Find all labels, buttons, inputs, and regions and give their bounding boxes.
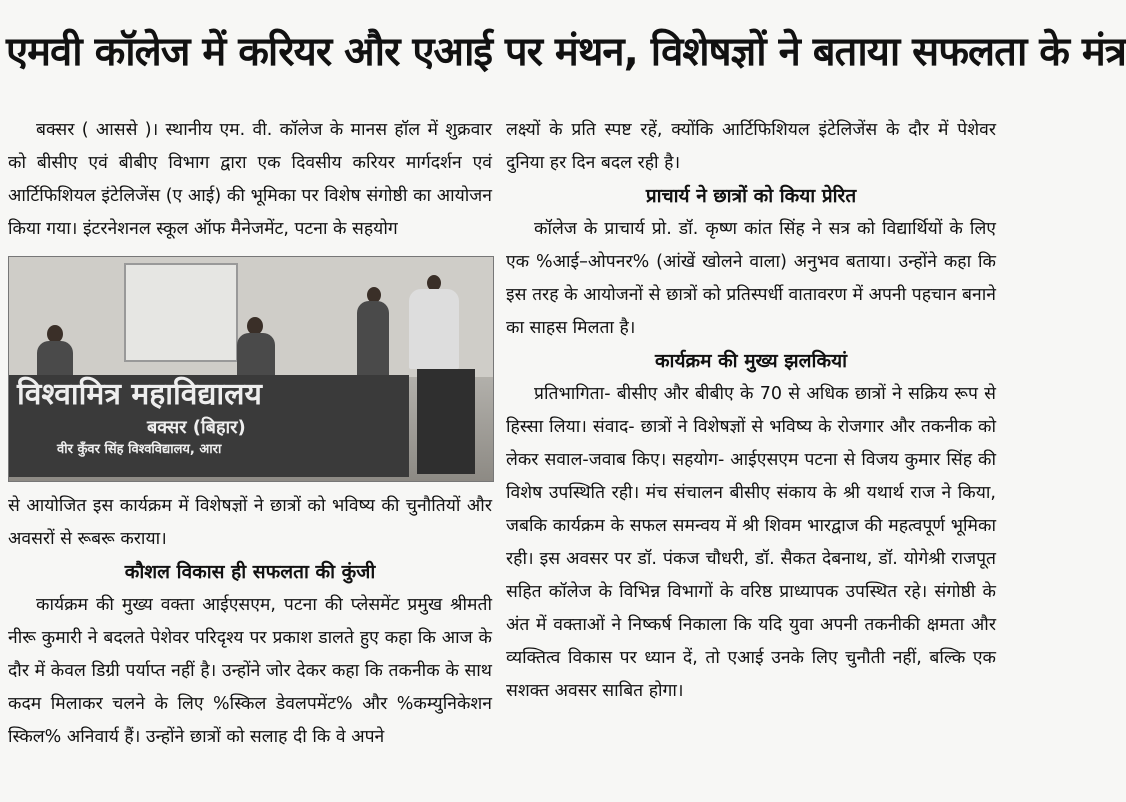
photo-banner: [9, 375, 409, 477]
paragraph: प्रतिभागिता- बीसीए और बीबीए के 70 से अधिक छात्रों ने सक्रिय रूप से हिस्सा लिया। संवाद- छात्रों ने विशेषज्ञों से भविष्य के रोजगार और तकनीक को लेकर सवाल-जवाब किए। सहयोग- आईएसएम पटना से विजय कुमार सिंह की विशेष उपस्थिति रही। मंच संचालन बीसीए संकाय के श्री यथार्थ राज ने किया, जबकि कार्यक्रम के सफल समन्वय में श्री शिवम भारद्वाज की महत्वपूर्ण भूमिका रही। इस अवसर पर डॉ. पंकज चौधरी, डॉ. सैकत देबनाथ, डॉ. योगेश्री राजपूत सहित कॉलेज के विभिन्न विभागों के वरिष्ठ प्राध्यापक उपस्थित रहे। संगोष्ठी के अंत में वक्ताओं ने निष्कर्ष निकाला कि यदि युवा अपनी तकनीकी क्षमता और व्यक्तित्व विकास पर ध्यान दें, तो एआई उनके लिए चुनौती नहीं, बल्कि एक सशक्त अवसर साबित होगा।: [506, 384, 996, 701]
photo-person: [357, 301, 389, 377]
event-photo: [8, 256, 494, 482]
right-column: [506, 114, 996, 708]
subheading: कौशल विकास ही सफलता की कुंजी: [124, 561, 376, 583]
banner-city: बक्सर (बिहार): [147, 417, 246, 438]
photo-projector-screen: [124, 263, 238, 362]
paragraph: कॉलेज के प्राचार्य प्रो. डॉ. कृष्ण कांत सिंह ने सत्र को विद्यार्थियों के लिए एक %आई–ओपनर% (आंखें खोलने वाला) अनुभव बताया। उन्होंने कहा कि इस तरह के आयोजनों से छात्रों को प्रतिस्पर्धी वातावरण में अपनी पहचान बनाने का साहस मिलता है।: [506, 219, 996, 338]
intro-paragraph: बक्सर ( आससे )। स्थानीय एम. वी. कॉलेज के मानस हॉल में शुक्रवार को बीसीए एवं बीबीए विभाग द्वारा एक दिवसीय करियर मार्गदर्शन एवं आर्टिफिशियल इंटेलिजेंस (ए आई) की भूमिका पर विशेष संगोष्ठी का आयोजन किया गया। इंटरनेशनल स्कूल ऑफ मैनेजमेंट, पटना के सहयोग: [8, 120, 492, 239]
banner-college-name: विश्वामित्र महाविद्यालय: [17, 377, 262, 412]
banner-university: वीर कुँवर सिंह विश्वविद्यालय, आरा: [57, 442, 222, 457]
left-column: [8, 114, 492, 754]
paragraph: लक्ष्यों के प्रति स्पष्ट रहें, क्योंकि आर्टिफिशियल इंटेलिजेंस के दौर में पेशेवर दुनिया हर दिन बदल रही है।: [506, 120, 996, 173]
subheading: कार्यक्रम की मुख्य झलकियां: [654, 350, 848, 372]
paragraph: से आयोजित इस कार्यक्रम में विशेषज्ञों ने छात्रों को भविष्य की चुनौतियों और अवसरों से रूबरू कराया।: [8, 496, 492, 549]
photo-person: [37, 341, 73, 377]
subheading: प्राचार्य ने छात्रों को किया प्रेरित: [645, 185, 857, 207]
headline: एमवी कॉलेज में करियर और एआई पर मंथन, विशेषज्ञों ने बताया सफलता के मंत्र: [6, 29, 1126, 75]
photo-person: [237, 333, 275, 377]
paragraph: कार्यक्रम की मुख्य वक्ता आईएसएम, पटना की प्लेसमेंट प्रमुख श्रीमती नीरू कुमारी ने बदलते पेशेवर परिदृश्य पर प्रकाश डालते हुए कहा कि आज के दौर में केवल डिग्री पर्याप्त नहीं है। उन्होंने जोर देकर कहा कि तकनीक के साथ कदम मिलाकर चलने के लिए %स्किल डेवलपमेंट% और %कम्युनिकेशन स्किल% अनिवार्य हैं। उन्होंने छात्रों को सलाह दी कि वे अपने: [8, 595, 492, 747]
photo-podium: [417, 369, 475, 474]
photo-speaker: [409, 289, 459, 369]
